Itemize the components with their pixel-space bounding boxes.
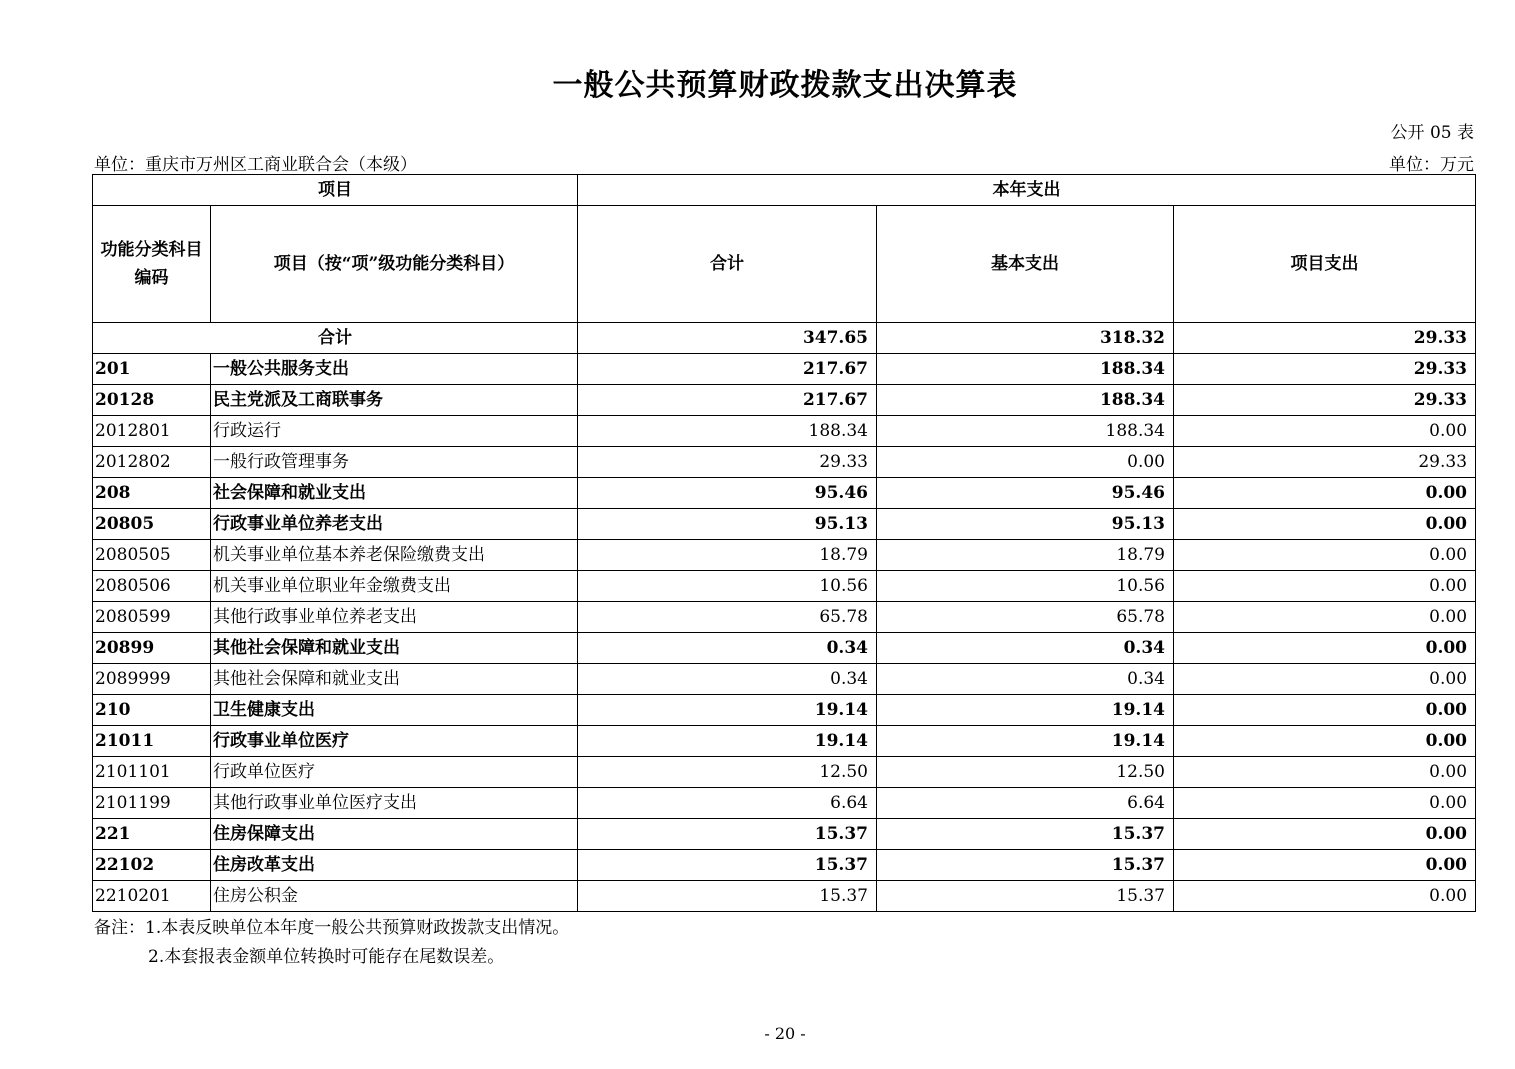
row-name: 民主党派及工商联事务 bbox=[211, 385, 578, 416]
row-code: 20805 bbox=[93, 509, 211, 540]
row-project: 0.00 bbox=[1174, 881, 1476, 912]
note-1: 备注：1.本表反映单位本年度一般公共预算财政拨款支出情况。 bbox=[94, 918, 570, 938]
row-basic: 188.34 bbox=[877, 354, 1174, 385]
note-2: 2.本套报表金额单位转换时可能存在尾数误差。 bbox=[148, 947, 505, 967]
row-total: 217.67 bbox=[578, 354, 877, 385]
row-total: 6.64 bbox=[578, 788, 877, 819]
row-name: 行政运行 bbox=[211, 416, 578, 447]
table-row bbox=[93, 571, 1476, 602]
table-row bbox=[93, 881, 1476, 912]
header-year-expense: 本年支出 bbox=[578, 175, 1476, 206]
table-row bbox=[93, 850, 1476, 881]
row-code: 2080599 bbox=[93, 602, 211, 633]
row-total: 0.34 bbox=[578, 664, 877, 695]
header-project-expense: 项目支出 bbox=[1174, 206, 1476, 323]
row-basic: 65.78 bbox=[877, 602, 1174, 633]
total-project: 29.33 bbox=[1174, 323, 1476, 354]
unit-org-label: 单位：重庆市万州区工商业联合会（本级） bbox=[94, 155, 417, 175]
row-basic: 15.37 bbox=[877, 819, 1174, 850]
row-name: 一般公共服务支出 bbox=[211, 354, 578, 385]
header-basic: 基本支出 bbox=[877, 206, 1174, 323]
row-project: 0.00 bbox=[1174, 602, 1476, 633]
total-basic: 318.32 bbox=[877, 323, 1174, 354]
table-row bbox=[93, 478, 1476, 509]
row-total: 65.78 bbox=[578, 602, 877, 633]
row-name: 住房改革支出 bbox=[211, 850, 578, 881]
row-code: 2101101 bbox=[93, 757, 211, 788]
row-project: 0.00 bbox=[1174, 571, 1476, 602]
row-basic: 0.00 bbox=[877, 447, 1174, 478]
row-project: 0.00 bbox=[1174, 850, 1476, 881]
row-basic: 0.34 bbox=[877, 664, 1174, 695]
row-basic: 15.37 bbox=[877, 881, 1174, 912]
row-code: 2089999 bbox=[93, 664, 211, 695]
header-code: 功能分类科目编码 bbox=[93, 206, 211, 323]
row-basic: 188.34 bbox=[877, 416, 1174, 447]
table-row bbox=[93, 385, 1476, 416]
row-name: 机关事业单位职业年金缴费支出 bbox=[211, 571, 578, 602]
row-total: 18.79 bbox=[578, 540, 877, 571]
table-id-label: 公开 05 表 bbox=[1390, 123, 1474, 143]
row-project: 29.33 bbox=[1174, 447, 1476, 478]
table-row bbox=[93, 509, 1476, 540]
row-basic: 12.50 bbox=[877, 757, 1174, 788]
row-name: 其他社会保障和就业支出 bbox=[211, 633, 578, 664]
row-name: 机关事业单位基本养老保险缴费支出 bbox=[211, 540, 578, 571]
row-name: 社会保障和就业支出 bbox=[211, 478, 578, 509]
row-basic: 95.13 bbox=[877, 509, 1174, 540]
row-project: 0.00 bbox=[1174, 788, 1476, 819]
row-project: 0.00 bbox=[1174, 819, 1476, 850]
row-code: 210 bbox=[93, 695, 211, 726]
row-code: 2101199 bbox=[93, 788, 211, 819]
row-name: 行政事业单位医疗 bbox=[211, 726, 578, 757]
row-code: 208 bbox=[93, 478, 211, 509]
row-project: 29.33 bbox=[1174, 354, 1476, 385]
row-total: 29.33 bbox=[578, 447, 877, 478]
header-project: 项目 bbox=[93, 175, 578, 206]
row-project: 0.00 bbox=[1174, 726, 1476, 757]
table-row bbox=[93, 633, 1476, 664]
row-project: 0.00 bbox=[1174, 633, 1476, 664]
page-number: - 20 - bbox=[764, 1024, 806, 1043]
row-name: 其他社会保障和就业支出 bbox=[211, 664, 578, 695]
row-basic: 95.46 bbox=[877, 478, 1174, 509]
row-project: 29.33 bbox=[1174, 385, 1476, 416]
table-row bbox=[93, 540, 1476, 571]
row-basic: 0.34 bbox=[877, 633, 1174, 664]
table-row bbox=[93, 788, 1476, 819]
table-row bbox=[93, 726, 1476, 757]
row-total: 95.13 bbox=[578, 509, 877, 540]
table-row bbox=[93, 416, 1476, 447]
row-total: 19.14 bbox=[578, 726, 877, 757]
row-name: 行政事业单位养老支出 bbox=[211, 509, 578, 540]
row-code: 22102 bbox=[93, 850, 211, 881]
row-project: 0.00 bbox=[1174, 540, 1476, 571]
row-total: 217.67 bbox=[578, 385, 877, 416]
row-name: 行政单位医疗 bbox=[211, 757, 578, 788]
row-name: 其他行政事业单位医疗支出 bbox=[211, 788, 578, 819]
total-label: 合计 bbox=[93, 323, 578, 354]
row-code: 2012802 bbox=[93, 447, 211, 478]
row-code: 221 bbox=[93, 819, 211, 850]
row-code: 2012801 bbox=[93, 416, 211, 447]
row-code: 20899 bbox=[93, 633, 211, 664]
row-basic: 19.14 bbox=[877, 726, 1174, 757]
unit-money-label: 单位：万元 bbox=[1389, 155, 1474, 175]
total-total: 347.65 bbox=[578, 323, 877, 354]
total-row bbox=[93, 323, 1476, 354]
row-project: 0.00 bbox=[1174, 664, 1476, 695]
row-code: 2210201 bbox=[93, 881, 211, 912]
row-total: 19.14 bbox=[578, 695, 877, 726]
row-name: 一般行政管理事务 bbox=[211, 447, 578, 478]
row-total: 12.50 bbox=[578, 757, 877, 788]
row-basic: 19.14 bbox=[877, 695, 1174, 726]
row-total: 10.56 bbox=[578, 571, 877, 602]
row-project: 0.00 bbox=[1174, 509, 1476, 540]
row-basic: 188.34 bbox=[877, 385, 1174, 416]
table-row bbox=[93, 757, 1476, 788]
row-name: 其他行政事业单位养老支出 bbox=[211, 602, 578, 633]
row-project: 0.00 bbox=[1174, 416, 1476, 447]
header-total: 合计 bbox=[578, 206, 877, 323]
table-row bbox=[93, 695, 1476, 726]
table-row bbox=[93, 819, 1476, 850]
table-row bbox=[93, 664, 1476, 695]
row-name: 住房公积金 bbox=[211, 881, 578, 912]
row-total: 0.34 bbox=[578, 633, 877, 664]
row-code: 20128 bbox=[93, 385, 211, 416]
row-basic: 6.64 bbox=[877, 788, 1174, 819]
row-project: 0.00 bbox=[1174, 695, 1476, 726]
page-title: 一般公共预算财政拨款支出决算表 bbox=[552, 68, 1018, 103]
row-basic: 18.79 bbox=[877, 540, 1174, 571]
row-total: 15.37 bbox=[578, 850, 877, 881]
table-row bbox=[93, 602, 1476, 633]
table-row bbox=[93, 447, 1476, 478]
row-code: 21011 bbox=[93, 726, 211, 757]
table-row bbox=[93, 354, 1476, 385]
row-code: 201 bbox=[93, 354, 211, 385]
row-total: 95.46 bbox=[578, 478, 877, 509]
row-basic: 15.37 bbox=[877, 850, 1174, 881]
row-total: 15.37 bbox=[578, 819, 877, 850]
row-name: 卫生健康支出 bbox=[211, 695, 578, 726]
row-total: 188.34 bbox=[578, 416, 877, 447]
row-code: 2080506 bbox=[93, 571, 211, 602]
row-total: 15.37 bbox=[578, 881, 877, 912]
row-project: 0.00 bbox=[1174, 757, 1476, 788]
header-item: 项目（按“项”级功能分类科目） bbox=[211, 206, 578, 323]
row-basic: 10.56 bbox=[877, 571, 1174, 602]
row-project: 0.00 bbox=[1174, 478, 1476, 509]
row-code: 2080505 bbox=[93, 540, 211, 571]
expense-table bbox=[92, 174, 1476, 912]
row-name: 住房保障支出 bbox=[211, 819, 578, 850]
